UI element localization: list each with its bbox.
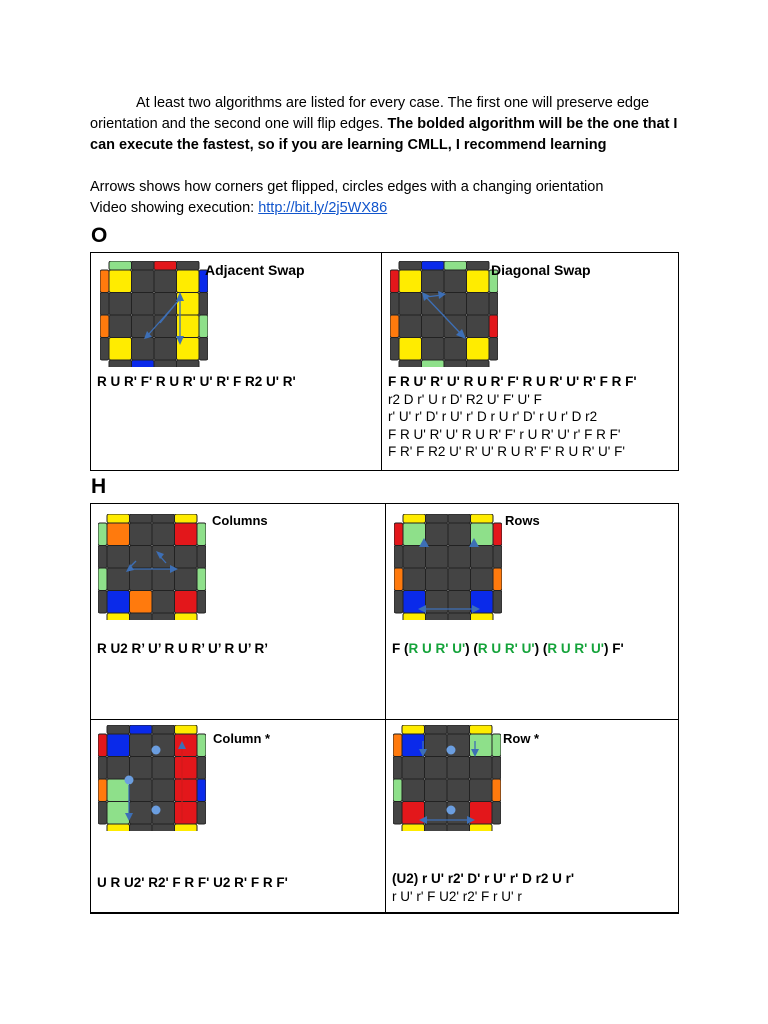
alg-line: F R U' R' U' R U R' F' R U R' U' R' F R F'	[388, 374, 637, 389]
case-name-diagonal-swap: Diagonal Swap	[491, 262, 591, 278]
intro-paragraph	[90, 93, 680, 156]
alg-line: r2 D r' U r D' R2 U' F' U' F	[388, 391, 542, 407]
o-case-table	[90, 252, 679, 471]
case-name-adjacent-swap: Adjacent Swap	[205, 262, 305, 278]
alg-line: r U' r' F U2' r2' F r U' r	[392, 888, 522, 904]
cube-stickers	[393, 725, 501, 831]
column-star-cube-diagram	[98, 725, 206, 831]
arrows-note: Arrows shows how corners get flipped, circles edges with a changing orientation	[90, 179, 604, 195]
intro	[90, 93, 680, 219]
case-name-columns: Columns	[212, 513, 268, 528]
row-star-cube-diagram	[393, 725, 501, 831]
alg-line: R U2 R’ U’ R U R’ U’ R U’ R’	[97, 641, 269, 656]
video-link[interactable]: http://bit.ly/2j5WX86	[258, 200, 388, 216]
alg-line: F (R U R' U') (R U R' U') (R U R' U') F'	[392, 641, 624, 656]
rows-cube-diagram	[394, 514, 502, 620]
intro-bold-text: The bolded algorithm will be the one that I can execute the fastest, so if you are learning CMLL, I recommend learning	[90, 116, 678, 153]
video-label: Video showing execution:	[90, 200, 259, 216]
alg-line: r' U' r' D' r U' r' D r U r' D' r U r' D r2	[388, 409, 598, 424]
alg-line: F R' F R2 U' R' U' R U R' F' R U R' U' F'	[388, 444, 625, 459]
cube-stickers	[98, 725, 206, 831]
cube-stickers	[100, 261, 208, 367]
intro-text: At least two algorithms are listed for every case. The first one will preserve edge orientation and the second one will flip edges.	[90, 95, 650, 132]
video-line	[90, 198, 680, 219]
alg-columns	[97, 640, 268, 658]
cube-stickers	[394, 514, 502, 620]
alg-rows	[392, 640, 624, 658]
alg-line: R U R' F' R U R' U' R' F R2 U' R'	[97, 374, 296, 389]
section-heading-o: O	[91, 224, 108, 247]
alg-adjacent-swap	[97, 373, 296, 391]
cube-stickers	[390, 261, 498, 367]
alg-line: U R U2' R2' F R F' U2 R' F R F'	[97, 875, 288, 890]
alg-line: (U2) r U' r2' D' r U' r' D r2 U r'	[392, 871, 575, 886]
alg-row-star	[392, 870, 574, 905]
section-heading-h: H	[91, 475, 107, 498]
alg-line: F R U' R' U' R U R' F' r U R' U' r' F R F'	[388, 426, 621, 442]
case-name-column-star: Column *	[213, 731, 271, 746]
alg-diagonal-swap	[388, 373, 637, 461]
columns-cube-diagram	[98, 514, 206, 620]
cube-stickers	[98, 514, 206, 620]
case-name-rows: Rows	[505, 513, 540, 528]
h-case-table	[90, 503, 679, 914]
adjacent-swap-cube-diagram	[100, 261, 208, 367]
alg-column-star	[97, 874, 288, 892]
case-name-row-star: Row *	[503, 731, 540, 746]
diagonal-swap-cube-diagram	[390, 261, 498, 367]
